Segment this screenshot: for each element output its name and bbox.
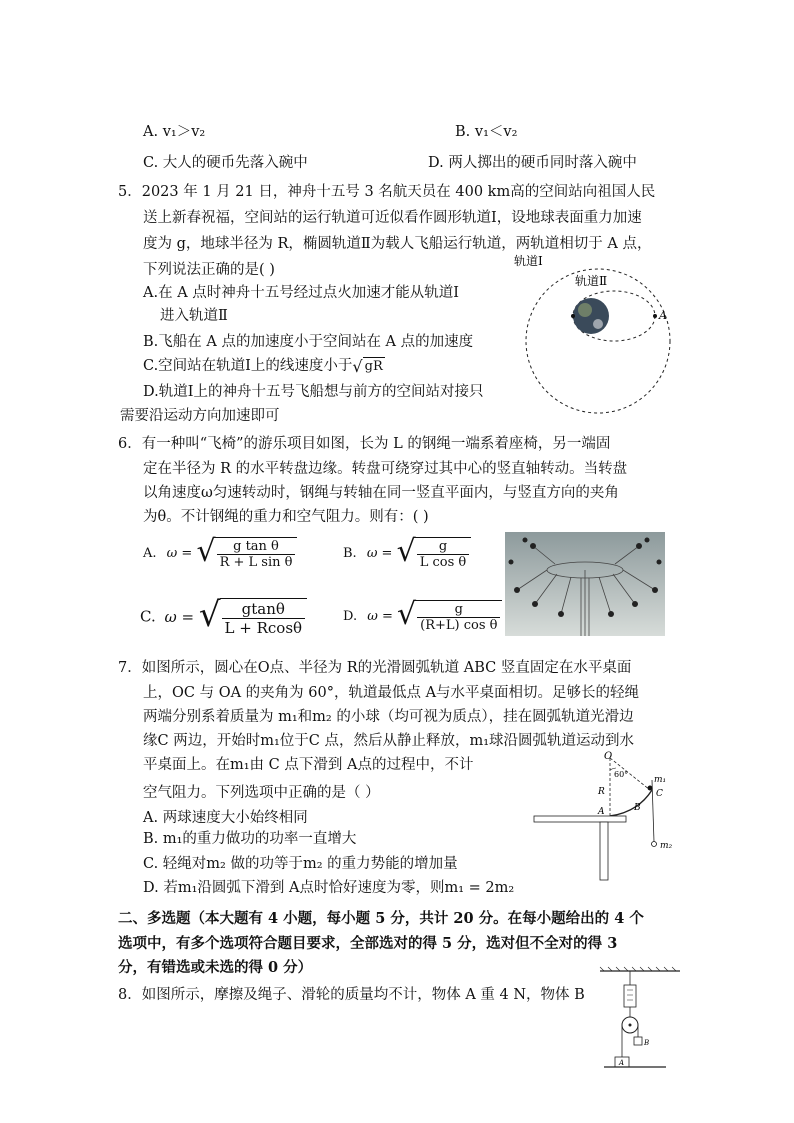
label-m1: m₁ bbox=[654, 775, 667, 785]
q7-option-b: B. m₁的重力做功的功率一直增大 bbox=[143, 831, 357, 847]
q7-option-d: D. 若m₁沿圆弧下滑到 A点时恰好速度为零，则m₁ = 2m₂ bbox=[143, 880, 515, 896]
arc-track-diagram bbox=[530, 750, 690, 885]
pulley-diagram bbox=[596, 965, 686, 1075]
q6-stem-line4: 为θ。不计钢绳的重力和空气阻力。则有：( ) bbox=[143, 509, 429, 525]
q8-stem-line1: 8．如图所示，摩擦及绳子、滑轮的质量均不计，物体 A 重 4 N，物体 B bbox=[118, 987, 585, 1003]
spring-scale-icon bbox=[624, 985, 636, 1007]
label-a: A bbox=[598, 807, 605, 817]
orbit-1-label: 轨道Ⅰ bbox=[514, 254, 543, 268]
section2-line3: 分，有错选或未选的得 0 分） bbox=[118, 959, 313, 976]
orbit-2-label: 轨道Ⅱ bbox=[575, 274, 608, 288]
q7-option-c: C. 轻绳对m₂ 做的功等于m₂ 的重力势能的增加量 bbox=[143, 856, 458, 872]
section2-line2: 选项中，有多个选项符合题目要求，全部选对的得 5 分，选对但不全对的得 3 bbox=[118, 935, 618, 952]
sqrt-symbol: √ $\frac{g}{\text{(R+L) cos θ}}$ bbox=[397, 600, 502, 633]
point-a-label: A bbox=[659, 309, 667, 322]
q6-a-numerator: g tan θ bbox=[217, 539, 296, 555]
q5-option-c-radicand: gR bbox=[364, 358, 383, 374]
omega-symbol: ω = bbox=[164, 607, 195, 626]
sqrt-symbol: √ $\frac{gtan\theta}{L + Rcos\theta}$ bbox=[199, 598, 307, 637]
q5-option-d-line1: D.轨道Ⅰ上的神舟十五号飞船想与前方的空间站对接只 bbox=[143, 384, 484, 400]
q6-stem-line1: 6．有一种叫“飞椅”的游乐项目如图，长为 L 的钢绳一端系着座椅，另一端固 bbox=[118, 436, 611, 452]
arc-track bbox=[610, 790, 652, 816]
ball-m1 bbox=[648, 786, 653, 791]
q4-option-d: D. 两人掷出的硬币同时落入碗中 bbox=[428, 155, 637, 171]
table-top bbox=[534, 816, 626, 822]
orbit-1-circle bbox=[526, 269, 670, 413]
q5-option-a-line2: 进入轨道Ⅱ bbox=[160, 308, 228, 324]
q7-stem-line6: 空气阻力。下列选项中正确的是（ ） bbox=[143, 785, 380, 801]
label-r: R bbox=[598, 787, 605, 797]
q6-stem-line3: 以角速度ω匀速转动时，钢绳与转轴在同一竖直平面内，与竖直方向的夹角 bbox=[143, 485, 619, 501]
q7-stem-line1: 7．如图所示，圆心在O点、半径为 R的光滑圆弧轨道 ABC 竖直固定在水平桌面 bbox=[118, 660, 632, 676]
q6-d-numerator: g bbox=[417, 602, 500, 618]
q6-b-denominator: L cos θ bbox=[419, 555, 467, 570]
sqrt-symbol: √ $\frac{g}{\text{L cos θ}}$ bbox=[397, 537, 472, 570]
earth-cloud-icon bbox=[593, 319, 603, 329]
q6-stem-line2: 定在半径为 R 的水平转盘边缘。转盘可绕穿过其中心的竖直轴转动。当转盘 bbox=[143, 461, 628, 477]
q6-option-d-label: D. bbox=[343, 609, 358, 624]
q5-option-d-line2: 需要沿运动方向加速即可 bbox=[120, 408, 280, 424]
point-a-dot bbox=[653, 314, 657, 318]
q7-option-a: A. 两球速度大小始终相同 bbox=[143, 810, 308, 826]
q5-stem-line4: 下列说法正确的是( ) bbox=[143, 262, 275, 278]
q4-option-b: B. v₁＜v₂ bbox=[455, 124, 518, 140]
q5-stem-line3: 度为 g，地球半径为 R，椭圆轨道Ⅱ为载人飞船运行轨道，两轨道相切于 A 点， bbox=[143, 236, 652, 252]
q4-option-c: C. 大人的硬币先落入碗中 bbox=[143, 155, 308, 171]
rope-line bbox=[652, 780, 654, 842]
q6-option-d bbox=[343, 597, 502, 633]
q6-c-numerator: gtanθ bbox=[222, 600, 306, 619]
q4-option-a: A. v₁＞v₂ bbox=[143, 124, 206, 140]
q6-option-c bbox=[140, 595, 307, 637]
label-block-a: A bbox=[619, 1059, 625, 1067]
label-block-b: B bbox=[644, 1039, 650, 1047]
q5-option-a-line1: A.在 A 点时神舟十五号经过点火加速才能从轨道Ⅰ bbox=[143, 285, 459, 301]
q6-d-denominator: (R+L) cos θ bbox=[420, 618, 498, 633]
q7-stem-line2: 上，OC 与 OA 的夹角为 60°，轨道最低点 A与水平桌面相切。足够长的轻绳 bbox=[143, 685, 640, 701]
label-o: O bbox=[604, 751, 613, 762]
omega-symbol: ω = bbox=[366, 546, 393, 561]
q6-option-a bbox=[143, 534, 297, 570]
q7-stem-line4: 缘C 两边，开始时m₁位于C 点，然后从静止释放，m₁球沿圆弧轨道运动到水 bbox=[143, 733, 635, 749]
ball-m2 bbox=[652, 842, 657, 847]
q5-option-b: B.飞船在 A 点的加速度小于空间站在 A 点的加速度 bbox=[143, 334, 474, 350]
q6-a-denominator: R + L sin θ bbox=[219, 555, 293, 570]
q6-option-b-label: B. bbox=[343, 546, 357, 561]
q7-stem-line5: 平桌面上。在m₁由 C 点下滑到 A点的过程中，不计 bbox=[143, 757, 474, 773]
flying-chairs-photo bbox=[505, 532, 665, 636]
label-60: 60° bbox=[614, 770, 629, 779]
earth-land-icon bbox=[578, 303, 592, 317]
label-m2: m₂ bbox=[660, 841, 673, 851]
table-leg bbox=[600, 822, 608, 880]
q6-option-a-label: A. bbox=[143, 546, 157, 561]
point-left-dot bbox=[571, 314, 575, 318]
omega-symbol: ω = bbox=[166, 546, 193, 561]
block-b bbox=[634, 1037, 642, 1045]
omega-symbol: ω = bbox=[367, 609, 393, 624]
label-c: C bbox=[656, 789, 663, 799]
q5-option-c-text: C.空间站在轨道Ⅰ上的线速度小于 bbox=[143, 358, 353, 374]
q5-stem-line2: 送上新春祝福，空间站的运行轨道可近似看作圆形轨道Ⅰ，设地球表面重力加速 bbox=[143, 210, 642, 226]
q7-stem-line3: 两端分别系着质量为 m₁和m₂ 的小球（均可视为质点），挂在圆弧轨道光滑边 bbox=[143, 709, 634, 725]
orbit-diagram bbox=[505, 248, 685, 418]
sqrt-symbol: √ $\frac{\text{g tan θ}}{\text{R + L sin θ}}$ bbox=[196, 537, 297, 570]
label-b: B bbox=[634, 803, 641, 813]
q6-option-b bbox=[343, 534, 471, 570]
earth-icon bbox=[573, 298, 609, 334]
q6-b-numerator: g bbox=[417, 539, 470, 555]
q5-option-c bbox=[143, 354, 385, 376]
q6-c-denominator: L + Rcosθ bbox=[224, 619, 303, 637]
q5-stem-line1: 5．2023 年 1 月 21 日，神舟十五号 3 名航天员在 400 km高的空间站向祖国人民 bbox=[118, 184, 656, 200]
sqrt-symbol: √ gR bbox=[352, 356, 383, 376]
section2-line1: 二、多选题（本大题有 4 小题，每小题 5 分，共计 20 分。在每小题给出的 4 个 bbox=[118, 910, 644, 927]
q6-option-c-label: C. bbox=[140, 607, 156, 626]
